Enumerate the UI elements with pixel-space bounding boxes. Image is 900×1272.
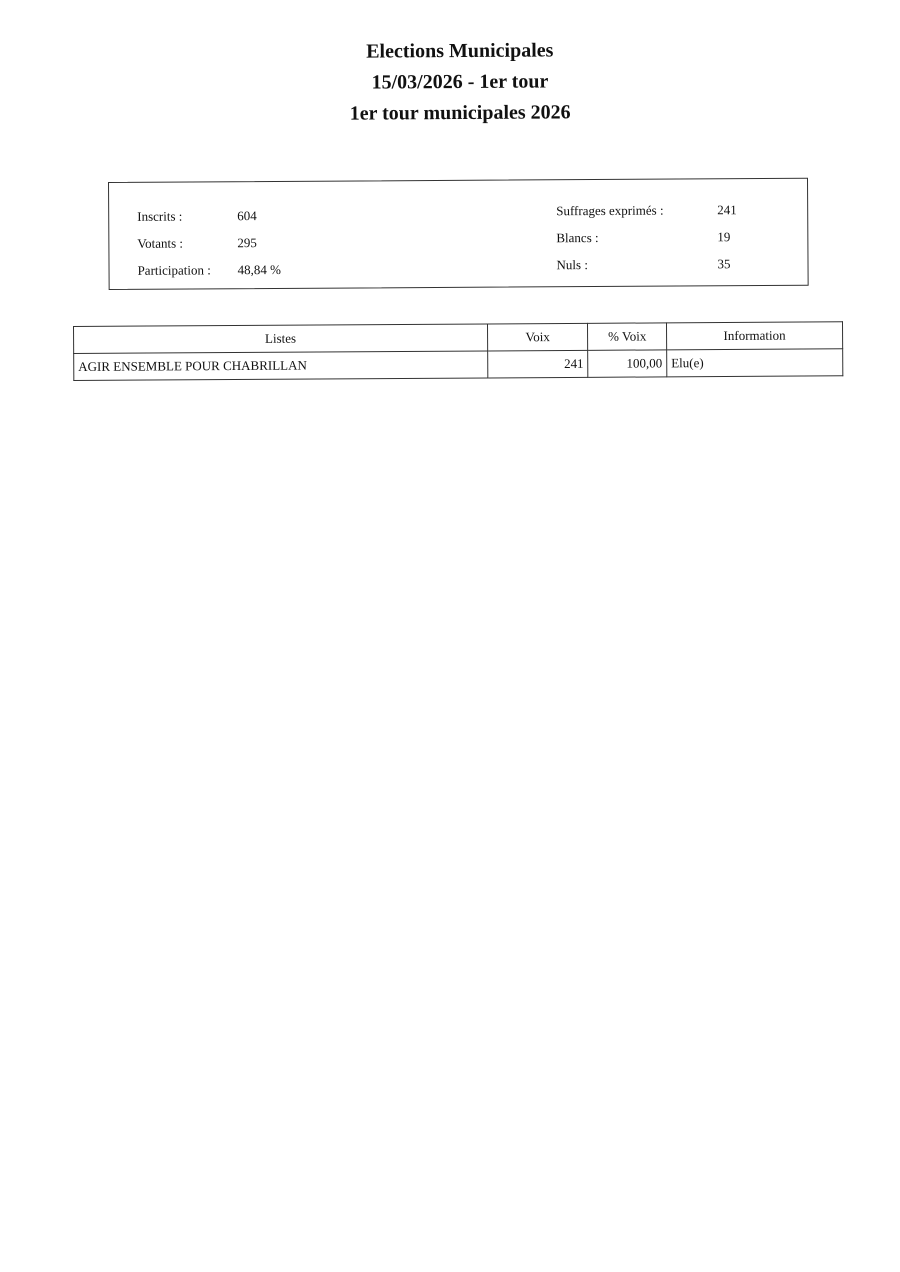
cell-voix: 241: [488, 350, 589, 378]
participation-label: Participation :: [137, 261, 211, 278]
blancs-value: 19: [717, 228, 731, 244]
header-information: Information: [666, 322, 842, 350]
title-election-name: Elections Municipales: [366, 39, 554, 63]
cell-information: Elu(e): [667, 349, 843, 377]
cell-pct-voix: 100,00: [588, 350, 667, 377]
table-row: [74, 349, 843, 381]
inscrits-value: 604: [237, 207, 257, 223]
header-pct-voix: % Voix: [588, 323, 667, 350]
summary-row-blancs: [556, 223, 737, 251]
title-election-round: 1er tour municipales 2026: [349, 101, 571, 125]
participation-value: 48,84 %: [237, 261, 281, 277]
votants-value: 295: [237, 234, 257, 250]
exprimes-value: 241: [717, 201, 737, 217]
blancs-label: Blancs :: [556, 229, 599, 245]
nuls-label: Nuls :: [556, 256, 588, 272]
inscrits-label: Inscrits :: [137, 208, 183, 224]
summary-row-votants: [137, 229, 281, 257]
summary-column-right: [556, 196, 737, 278]
nuls-value: 35: [717, 255, 731, 271]
header-voix: Voix: [487, 323, 588, 351]
summary-box: [108, 178, 809, 290]
document-title: [0, 33, 900, 132]
summary-row-nuls: [556, 250, 737, 278]
summary-row-exprimes: [556, 196, 737, 224]
summary-column-left: [137, 202, 281, 284]
summary-row-participation: [137, 256, 281, 284]
exprimes-label: Suffrages exprimés :: [556, 202, 664, 218]
votants-label: Votants :: [137, 235, 184, 251]
header-listes: Listes: [74, 324, 488, 354]
cell-liste: AGIR ENSEMBLE POUR CHABRILLAN: [74, 351, 488, 381]
summary-row-inscrits: [137, 202, 281, 230]
results-table: [73, 321, 843, 381]
title-election-date: 15/03/2026 - 1er tour: [371, 70, 549, 94]
